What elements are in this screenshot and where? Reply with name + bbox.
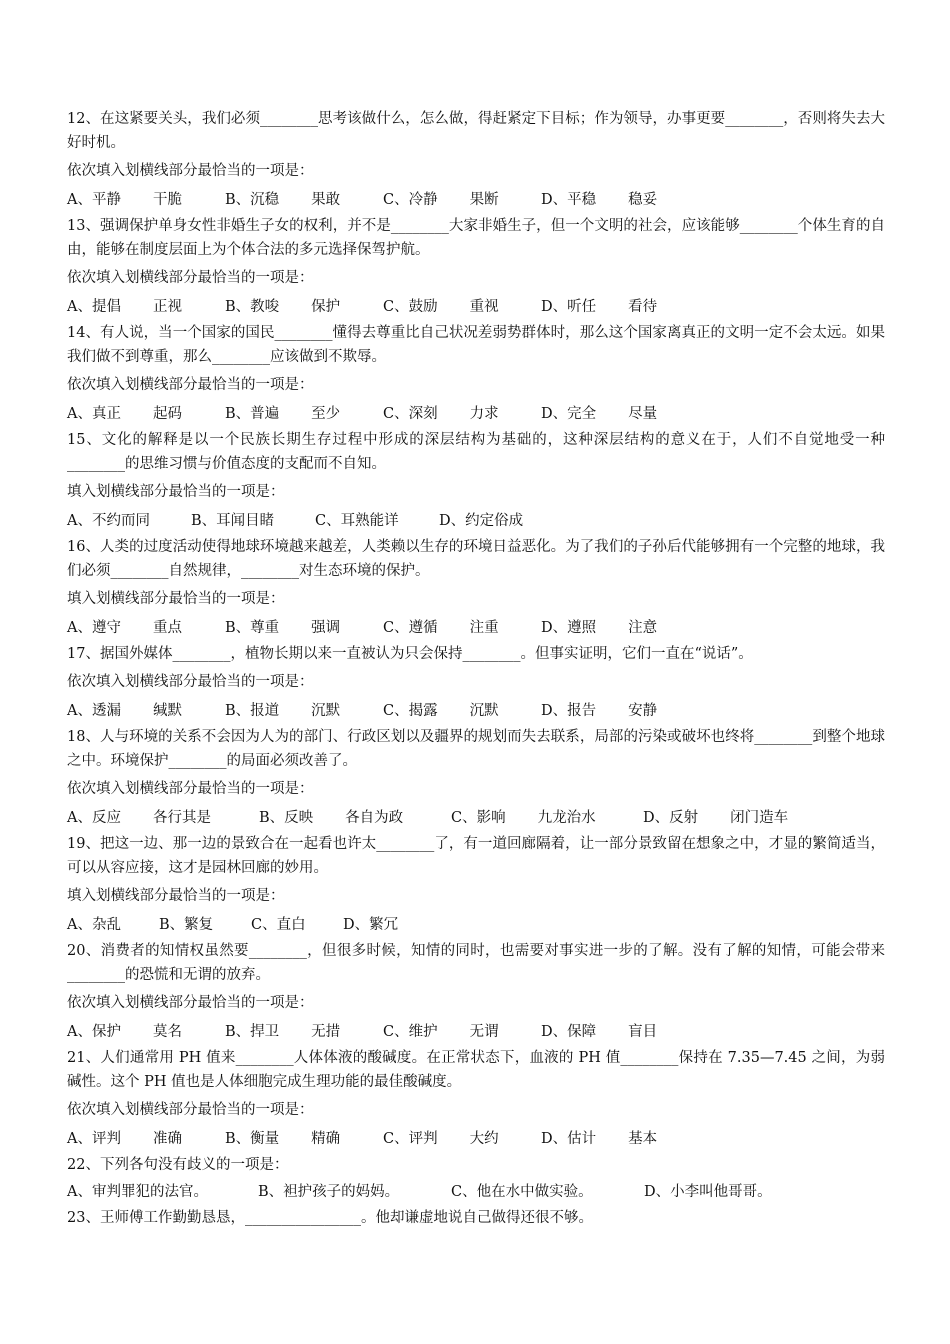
question-prompt: 依次填入划横线部分最恰当的一项是： — [67, 995, 314, 1011]
option-a: A、评判 准确 — [67, 1131, 182, 1147]
option-b: B、捍卫 无措 — [225, 1024, 341, 1040]
question-text: 20、消费者的知情权虽然要________，但很多时候，知情的同时，也需要对事实进一步的了解。没有了解的知情，可能会带来________的恐慌和无谓的放弃。 — [67, 943, 885, 983]
option-b: B、反映 各自为政 — [259, 810, 404, 826]
question-18 — [67, 725, 885, 829]
question-text: 16、人类的过度活动使得地球环境越来越差，人类赖以生存的环境日益恶化。为了我们的子孙后代能够拥有一个完整的地球，我们必须________自然规律，________对生态环境的保护。 — [67, 539, 885, 579]
option-d: D、繁冗 — [343, 917, 399, 933]
option-c: C、他在水中做实验。 — [451, 1184, 593, 1200]
question-19 — [67, 832, 885, 936]
question-text: 12、在这紧要关头，我们必须________思考该做什么，怎么做，得赶紧定下目标；作为领导，办事更要________，否则将失去大好时机。 — [67, 111, 885, 151]
option-b: B、耳闻目睹 — [191, 513, 275, 529]
question-15 — [67, 428, 885, 532]
options-row — [67, 700, 885, 722]
option-b: B、尊重 强调 — [225, 620, 341, 636]
question-13 — [67, 214, 885, 318]
question-prompt: 填入划横线部分最恰当的一项是： — [67, 591, 285, 607]
option-a: A、反应 各行其是 — [67, 810, 211, 826]
question-22 — [67, 1153, 885, 1203]
option-a: A、提倡 正视 — [67, 299, 182, 315]
question-text: 13、强调保护单身女性非婚生子女的权利，并不是________大家非婚生子，但一个文明的社会，应该能够________个体生育的自由，能够在制度层面上为个体合法的多元选择保驾护航。 — [67, 218, 885, 258]
question-prompt: 依次填入划横线部分最恰当的一项是： — [67, 270, 314, 286]
option-c: C、耳熟能详 — [315, 513, 399, 529]
question-21 — [67, 1046, 885, 1150]
options-row — [67, 510, 885, 532]
option-c: C、维护 无谓 — [383, 1024, 499, 1040]
option-d: D、约定俗成 — [439, 513, 524, 529]
option-d: D、保障 盲目 — [541, 1024, 658, 1040]
question-text: 18、人与环境的关系不会因为人为的部门、行政区划以及疆界的规划而失去联系，局部的污染或破坏也终将________到整个地球之中。环境保护________的局面必须改善了。 — [67, 729, 885, 769]
option-b: B、繁复 — [159, 917, 214, 933]
option-b: B、教唆 保护 — [225, 299, 341, 315]
question-prompt: 填入划横线部分最恰当的一项是： — [67, 484, 285, 500]
option-d: D、小李叫他哥哥。 — [644, 1184, 772, 1200]
question-14 — [67, 321, 885, 425]
option-a: A、遵守 重点 — [67, 620, 182, 636]
option-d: D、反射 闭门造车 — [643, 810, 789, 826]
question-text: 15、文化的解释是以一个民族长期生存过程中形成的深层结构为基础的，这种深层结构的意义在于，人们不自觉地受一种________的思维习惯与价值态度的支配而不自知。 — [67, 432, 885, 472]
question-text: 19、把这一边、那一边的景致合在一起看也许太________了，有一道回廊隔着，让一部分景致留在想象之中，才显的繁简适当，可以从容应接，这才是园林回廊的妙用。 — [67, 836, 885, 876]
option-a: A、平静 干脆 — [67, 192, 182, 208]
option-a: A、杂乱 — [67, 917, 121, 933]
options-row — [67, 617, 885, 639]
option-a: A、不约而同 — [67, 513, 150, 529]
options-row — [67, 296, 885, 318]
question-prompt: 依次填入划横线部分最恰当的一项是： — [67, 674, 314, 690]
question-23 — [67, 1206, 885, 1230]
question-text: 21、人们通常用 PH 值来________人体体液的酸碱度。在正常状态下，血液的 PH 值________保持在 7.35—7.45 之间，为弱碱性。这个 PH 值也是人体细胞完成生理功能的最佳酸碱度。 — [67, 1050, 885, 1090]
option-b: B、普遍 至少 — [225, 406, 341, 422]
option-d: D、听任 看待 — [541, 299, 658, 315]
question-prompt: 依次填入划横线部分最恰当的一项是： — [67, 781, 314, 797]
options-row — [67, 189, 885, 211]
question-prompt: 依次填入划横线部分最恰当的一项是： — [67, 1102, 314, 1118]
options-row — [67, 403, 885, 425]
option-b: B、衡量 精确 — [225, 1131, 341, 1147]
options-row — [67, 807, 885, 829]
options-row — [67, 1181, 885, 1203]
option-d: D、平稳 稳妥 — [541, 192, 658, 208]
question-text: 22、下列各句没有歧义的一项是： — [67, 1157, 289, 1173]
option-a: A、透漏 缄默 — [67, 703, 182, 719]
option-b: B、沉稳 果敢 — [225, 192, 341, 208]
question-16 — [67, 535, 885, 639]
options-row — [67, 914, 885, 936]
option-d: D、遵照 注意 — [541, 620, 658, 636]
question-prompt: 依次填入划横线部分最恰当的一项是： — [67, 377, 314, 393]
option-d: D、完全 尽量 — [541, 406, 658, 422]
question-prompt: 依次填入划横线部分最恰当的一项是： — [67, 163, 314, 179]
option-c: C、揭露 沉默 — [383, 703, 499, 719]
question-12 — [67, 107, 885, 211]
option-a: A、保护 莫名 — [67, 1024, 182, 1040]
options-row — [67, 1021, 885, 1043]
question-prompt: 填入划横线部分最恰当的一项是： — [67, 888, 285, 904]
option-a: A、审判罪犯的法官。 — [67, 1184, 208, 1200]
option-b: B、袒护孩子的妈妈。 — [258, 1184, 400, 1200]
option-c: C、深刻 力求 — [383, 406, 499, 422]
option-d: D、估计 基本 — [541, 1131, 658, 1147]
option-c: C、鼓励 重视 — [383, 299, 499, 315]
question-text: 17、据国外媒体________，植物长期以来一直被认为只会保持________。但事实证明，它们一直在“说话”。 — [67, 646, 753, 662]
options-row — [67, 1128, 885, 1150]
question-17 — [67, 642, 885, 722]
document-page — [67, 107, 885, 1234]
option-b: B、报道 沉默 — [225, 703, 341, 719]
question-text: 23、王师傅工作勤勤恳恳，________________。他却谦虚地说自己做得还很不够。 — [67, 1210, 593, 1226]
question-text: 14、有人说，当一个国家的国民________懂得去尊重比自己状况差弱势群体时，那么这个国家离真正的文明一定不会太远。如果我们做不到尊重，那么________应该做到不欺辱。 — [67, 325, 885, 365]
option-c: C、遵循 注重 — [383, 620, 499, 636]
option-c: C、影响 九龙治水 — [451, 810, 596, 826]
option-c: C、直白 — [251, 917, 306, 933]
option-c: C、冷静 果断 — [383, 192, 499, 208]
option-c: C、评判 大约 — [383, 1131, 499, 1147]
option-d: D、报告 安静 — [541, 703, 658, 719]
option-a: A、真正 起码 — [67, 406, 182, 422]
question-20 — [67, 939, 885, 1043]
